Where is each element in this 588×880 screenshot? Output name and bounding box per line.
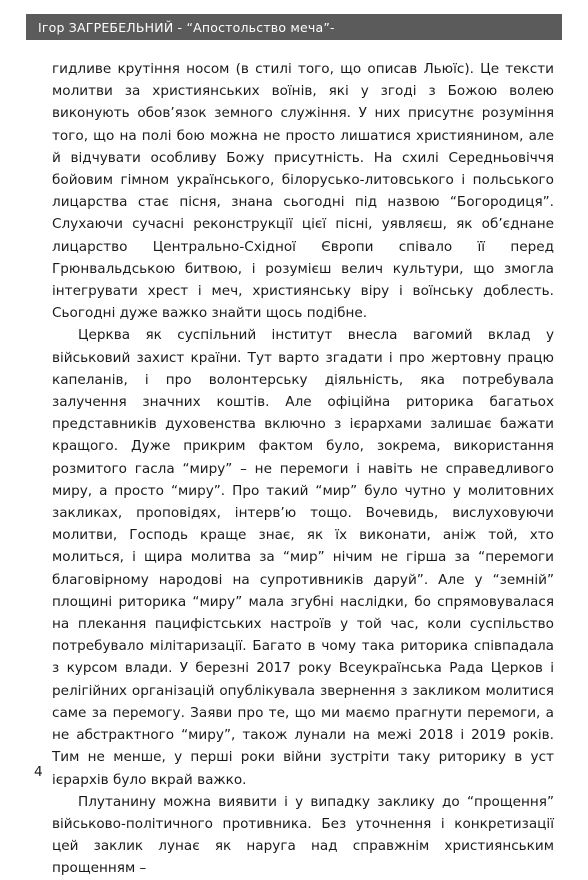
paragraph: Церква як суспільний інститут внесла вагомий вклад у військовий захист країни. Тут варто згадати і про жертовну працю капеланів, і про волонтерську діяльність, яка потребувала залучення значних коштів. Але офіційна риторика багатьох представників духовенства включно з ієрархами залишає бажати кращого. Дуже прикрим фактом було, зокрема, використання розмитого гасла “миру” – не перемоги і навіть не справедливого миру, а просто “миру”. Про такий “мир” було чутно у молитовних закликах, проповідях, інтерв’ю тощо. Вочевидь, вислуховуючи молитви, Господь краще знає, як їх виконати, аніж той, хто молиться, і щира молитва за “мир” нічим не гірша за “перемоги благовірному народові на супротивників даруй”. Але у “земній” площині риторика “миру” мала згубні наслідки, бо спрямовувалася на плекання пацифістських настроїв у той час, коли суспільство потребувало мілітаризації. Багато в чому така риторика співпадала з курсом влади. У березні 2017 року Всеукраїнська Рада Церков і релігійних організацій опублікувала звернення з закликом молитися саме за перемогу. Заяви про те, що ми маємо прагнути перемоги, а не абстрактного “миру”, також лунали на межі 2018 і 2019 років. Тим не менше, у перші роки війни зустріти таку риторику в уст ієрархів було вкрай важко. bbox=[52, 327, 554, 788]
main-text bbox=[52, 58, 554, 880]
running-header bbox=[26, 14, 562, 40]
page-number: 4 bbox=[34, 764, 43, 780]
paragraph: гидливе крутіння носом (в стилі того, що описав Льюїс). Це тексти молитви за християнських воїнів, які у згоді з Божою волею виконують обов’язок земного служіння. У них присутнє розуміння того, що на полі бою можна не просто лишатися християнином, але й відчувати особливу Божу присутність. На схилі Середньовіччя бойовим гімном українського, білорусько-литовського і польського лицарства стає пісня, знана сьогодні під назвою “Богородиця”. Слухаючи сучасні реконструкції цієї пісні, уявляєш, як об’єднане лицарство Центрально-Східної Європи співало її перед Грюнвальдською битвою, і розумієш велич культури, що змогла інтегрувати хрест і меч, християнську віру і воїнську доблесть. Сьогодні дуже важко знайти щось подібне. bbox=[52, 61, 554, 322]
paragraph: Плутанину можна виявити і у випадку заклику до “прощення” військово-політичного противника. Без уточнення і конкретизації цей заклик лунає як наруга над справжнім християнським прощенням – bbox=[52, 793, 554, 877]
running-title: Ігор ЗАГРЕБЕЛЬНИЙ - “Апостольство меча”- bbox=[38, 19, 335, 35]
